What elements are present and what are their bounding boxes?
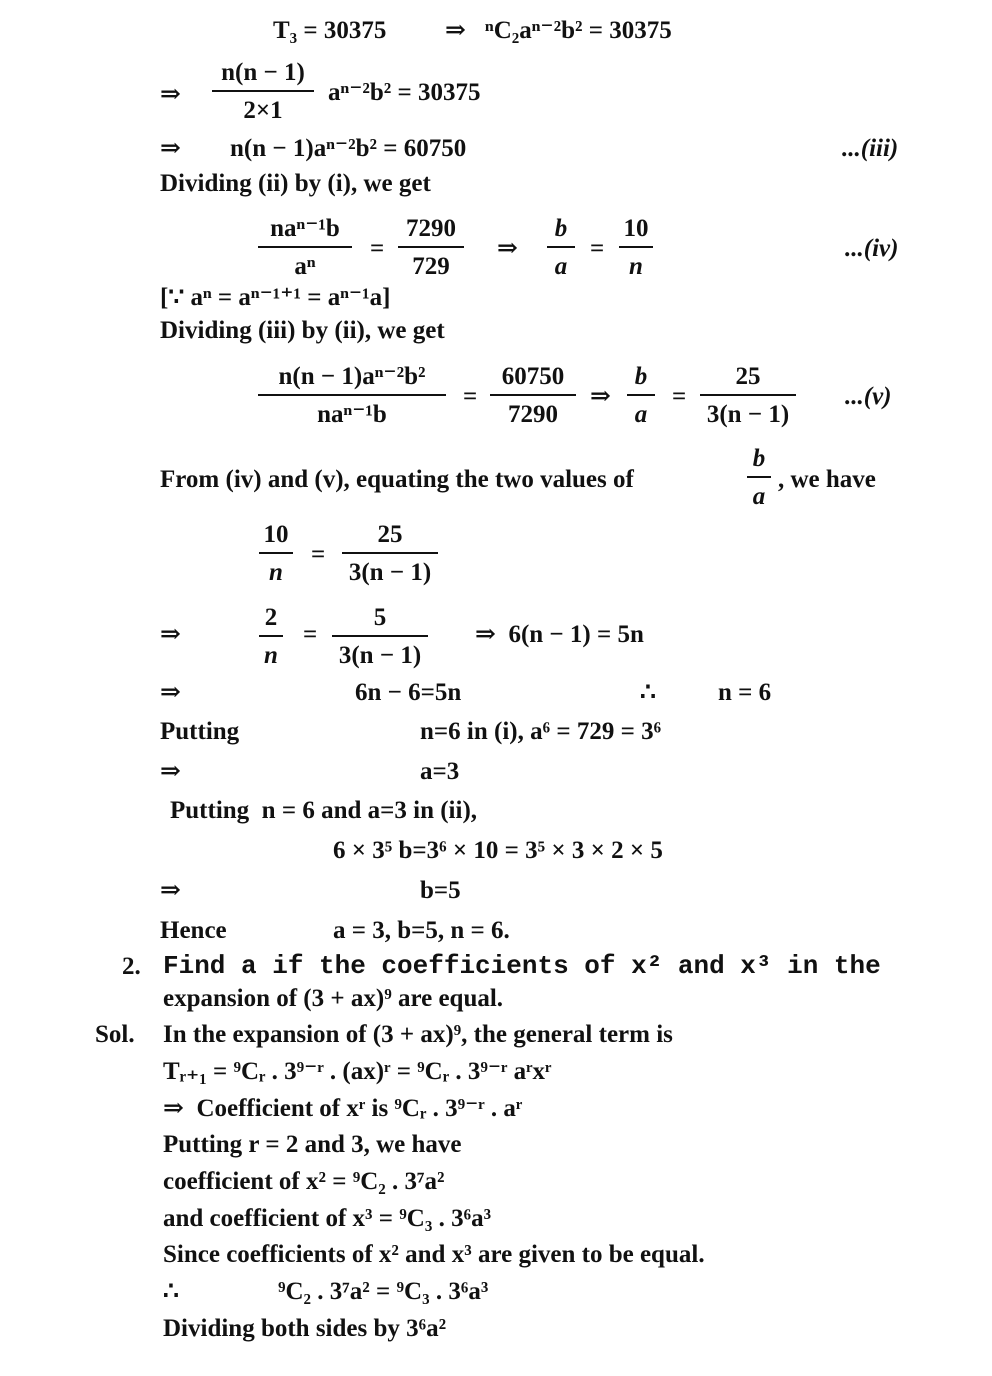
numerator: naⁿ⁻¹b [270,215,340,242]
equation: 6 × 3⁵ b=3⁶ × 10 = 3⁵ × 3 × 2 × 5 [333,837,663,864]
fraction [547,216,575,279]
fraction [700,364,796,427]
text-line: Dividing (iii) by (ii), we get [160,317,445,344]
solution-label: Sol. [95,1021,135,1048]
fraction [259,522,293,585]
equation: b=5 [420,877,461,904]
denominator: 7290 [508,401,558,428]
denominator: n [264,642,278,669]
therefore-symbol: ∴ [163,1278,179,1305]
numerator: 10 [623,215,649,242]
solution-line: coefficient of x² = ⁹C₂ . 3⁷a² [163,1168,445,1195]
numerator: b [752,445,766,472]
equals: = [672,383,687,410]
solution-line: Dividing both sides by 3⁶a² [163,1315,447,1342]
denominator: n [629,253,643,280]
fraction [212,60,314,123]
fraction [259,605,283,668]
fraction [619,216,653,279]
fraction [398,216,464,279]
fraction [258,364,446,427]
equation-tag: ...(v) [845,383,892,410]
implies-arrow: ⇒ [445,17,466,44]
implies-arrow: ⇒ [497,235,518,262]
solution-line: ⇒ Coefficient of xʳ is ⁹Cᵣ . 3⁹⁻ʳ . aʳ [163,1095,523,1122]
text-line: From (iv) and (v), equating the two values of [160,466,634,493]
implies-arrow: ⇒ [160,81,181,108]
fraction [332,605,428,668]
equation: n=6 in (i), a⁶ = 729 = 3⁶ [420,718,662,745]
numerator: b [554,215,568,242]
numerator: 7290 [406,215,456,242]
denominator: 729 [412,253,450,280]
equation-tag: ...(iv) [845,235,899,262]
equation: n = 6 [718,679,772,706]
equation: 6n − 6=5n [355,679,462,706]
label: Hence [160,917,227,944]
therefore-symbol: ∴ [640,679,656,706]
solution-line: In the expansion of (3 + ax)⁹, the general term is [163,1021,673,1048]
denominator: a [752,483,766,510]
denominator: a [634,401,648,428]
fraction [490,364,576,427]
equals: = [311,541,326,568]
equation-t3-expanded: ⁿC₂aⁿ⁻²b² = 30375 [485,17,672,44]
numerator: n(n − 1)aⁿ⁻²b² [278,363,426,390]
denominator: 3(n − 1) [706,401,790,428]
note-line: [∵ aⁿ = aⁿ⁻¹⁺¹ = aⁿ⁻¹a] [160,284,391,311]
solution-line: and coefficient of x³ = ⁹C₃ . 3⁶a³ [163,1205,492,1232]
equation-tag: ...(iii) [842,135,899,162]
question-number: 2. [122,953,141,980]
numerator: 60750 [501,363,565,390]
equation: aⁿ⁻²b² = 30375 [328,79,481,106]
denominator: a [554,253,568,280]
numerator: n(n − 1) [221,59,305,86]
numerator: 5 [373,604,387,631]
text-line: Dividing (ii) by (i), we get [160,170,431,197]
fraction [747,446,771,509]
equals: = [463,383,478,410]
text-line: , we have [778,466,876,493]
text-line: Putting n = 6 and a=3 in (ii), [170,797,478,824]
solution-equation: ⁹C₂ . 3⁷a² = ⁹C₃ . 3⁶a³ [278,1278,489,1305]
denominator: naⁿ⁻¹b [317,401,387,428]
solution-line: Tᵣ₊₁ = ⁹Cᵣ . 3⁹⁻ʳ . (ax)ʳ = ⁹Cᵣ . 3⁹⁻ʳ aʳxʳ [163,1058,552,1085]
equals: = [370,235,385,262]
numerator: 2 [264,604,278,631]
question-text: Find a if the coefficients of x² and x³ in the [163,951,881,981]
denominator: 2×1 [243,97,283,124]
numerator: b [634,363,648,390]
solution-line: Putting r = 2 and 3, we have [163,1131,462,1158]
numerator: 25 [735,363,761,390]
equation: n(n − 1)aⁿ⁻²b² = 60750 [230,135,467,162]
implies-arrow: ⇒ [590,383,611,410]
implies-arrow: ⇒ [160,877,181,904]
implies-arrow: ⇒ [160,758,181,785]
denominator: 3(n − 1) [348,559,432,586]
implies-arrow: ⇒ [160,621,181,648]
equation: a=3 [420,758,460,785]
equation: ⇒ 6(n − 1) = 5n [475,621,644,648]
equation-t3: T₃ = 30375 [273,17,387,44]
implies-arrow: ⇒ [160,679,181,706]
numerator: 25 [377,521,403,548]
label: Putting [160,718,240,745]
implies-arrow: ⇒ [160,135,181,162]
fraction [258,216,352,279]
fraction [627,364,655,427]
solution-line: Since coefficients of x² and x³ are given to be equal. [163,1241,705,1268]
equation: a = 3, b=5, n = 6. [333,917,510,944]
denominator: n [269,559,283,586]
fraction [342,522,438,585]
denominator: 3(n − 1) [338,642,422,669]
equals: = [303,621,318,648]
question-text: expansion of (3 + ax)⁹ are equal. [163,985,504,1012]
denominator: aⁿ [294,253,316,280]
numerator: 10 [263,521,289,548]
equals: = [590,235,605,262]
